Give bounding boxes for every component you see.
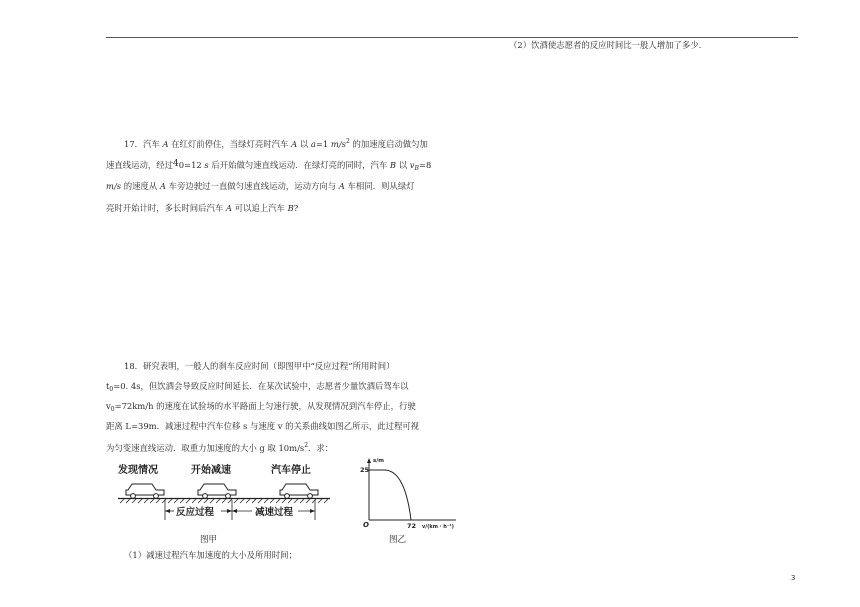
label-reaction-process: 反应过程 [176, 507, 215, 518]
figure-yi-caption: 图乙 [389, 535, 407, 545]
q18-line-4: 距离 L=39m．减速过程中汽车位移 s 与速度 v 的关系曲线如图乙所示，此过程可视 [106, 421, 420, 431]
page-number: 3 [791, 574, 796, 582]
label-found-situation: 发现情况 [118, 465, 158, 476]
q18-subquestion-1: （1）减速过程汽车加速度的大小及所用时间； [124, 550, 297, 560]
q17-line-2: 速直线运动，经过40=12 s 后开始做匀速直线运动．在绿灯亮的同时，汽车 B 以 $v_B=8$ [106, 159, 432, 172]
figure-jia [118, 462, 330, 524]
y-axis-label: s/m [373, 458, 385, 464]
q17-line-4: 亮时开始计时，多长时间后汽车 A 可以追上汽车 B? [106, 203, 299, 213]
q18-line-5: 为匀变速直线运动．取重力加速度的大小 g 取 $10m/s^2$．求： [106, 442, 334, 453]
car-icon [126, 484, 164, 498]
x-tick-72: 72 [407, 522, 417, 530]
y-axis-arrowhead [367, 458, 371, 463]
q17-line-3: m/s 的速度从 A 车旁边驶过一直做匀速直线运动，运动方向与 A 车相同．则从绿灯 [106, 181, 415, 191]
figure-jia-caption: 图甲 [200, 535, 218, 545]
q16-subquestion-2: （2）饮酒使志愿者的反应时间比一般人增加了多少. [509, 40, 702, 50]
label-deceleration-process: 减速过程 [255, 507, 294, 518]
q18-line-2: $t_0=0$. 4s，但饮酒会导致反应时间延长．在某次试验中，志愿者少量饮酒后驾车以 [106, 381, 409, 393]
label-start-decelerating: 开始减速 [191, 465, 231, 476]
q18-line-1: 18．研究表明，一般人的刹车反应时间（即图甲中“反应过程”所用时间） [124, 361, 395, 371]
s-v-curve [369, 470, 411, 520]
car-icon [198, 484, 236, 498]
figure-yi [360, 455, 460, 530]
car-icon [280, 484, 318, 498]
y-tick-25: 25 [360, 466, 370, 474]
label-car-stops: 汽车停止 [271, 465, 311, 476]
q18-line-3: $v_0=72km/h$ 的速度在试验场的水平路面上匀速行驶，从发现情况到汽车停止，行驶 [106, 401, 416, 413]
road-hatching [120, 499, 328, 503]
q17-line-1: 17．汽车 A 在红灯前停住，当绿灯亮时汽车 A 以 a=1 $m/s^2$ 的加速度启动做匀加 [124, 138, 428, 149]
origin-label: O [363, 521, 369, 529]
x-axis-label: v/(km · h⁻¹) [422, 524, 454, 530]
